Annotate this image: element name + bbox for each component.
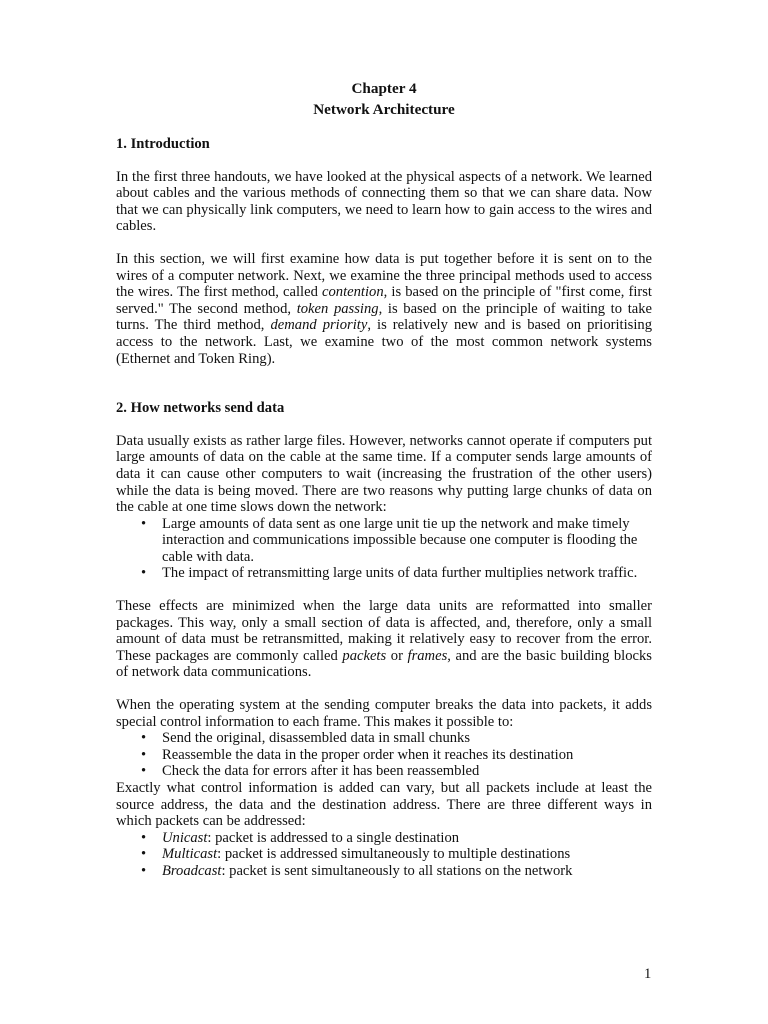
send-paragraph-2 bbox=[116, 598, 652, 681]
term-multicast: Multicast bbox=[162, 846, 218, 863]
send-paragraph-1: Data usually exists as rather large files. However, networks cannot operate if computers put large amounts of data on the cable at the same time. If a computer sends large amounts of data it can cause other computers to wait (increasing the frustration of the other users) while the data is being moved. There are two reasons why putting large chunks of data on the cable at one time slows down the network: bbox=[116, 432, 652, 516]
chapter-title bbox=[116, 78, 652, 120]
list-item bbox=[116, 747, 652, 764]
chapter-name: Network Architecture bbox=[313, 101, 455, 118]
send-paragraph-4: Exactly what control information is added can vary, but all packets include at least the source address, the data and the destination address. There are three different ways in which packets can be addressed: bbox=[116, 780, 652, 830]
bullet-icon: • bbox=[141, 846, 147, 863]
term-unicast: Unicast bbox=[162, 829, 208, 846]
page-number: 1 bbox=[644, 966, 652, 982]
term-contention: contention bbox=[322, 284, 384, 301]
list-item-text: : packet is addressed simultaneously to multiple destinations bbox=[217, 846, 571, 863]
bullet-icon: • bbox=[141, 730, 147, 747]
intro-paragraph-2 bbox=[116, 251, 652, 367]
list-item-text: Reassemble the data in the proper order when it reaches its destination bbox=[162, 746, 574, 763]
section-heading-how-networks-send-data: 2. How networks send data bbox=[116, 400, 285, 417]
text-run: In this section, we will first examine how data is put together before it is sent on to the wires of a computer network. Next, we examine the three principal methods used to access the wires. The first method, called bbox=[116, 250, 652, 301]
list-item bbox=[116, 730, 652, 747]
addressing-list bbox=[116, 830, 652, 880]
list-item bbox=[116, 763, 652, 780]
term-packets: packets bbox=[342, 647, 387, 664]
bullet-icon: • bbox=[141, 763, 147, 780]
bullet-icon: • bbox=[141, 515, 147, 532]
text-run: , is based on the principle of "first come, first served." The second method, bbox=[116, 284, 652, 317]
list-item bbox=[116, 565, 652, 582]
list-item-text: Large amounts of data sent as one large unit tie up the network and make timely interaction and communications impossible because one computer is flooding the cable with data. bbox=[162, 515, 638, 565]
list-item bbox=[116, 516, 652, 566]
list-item-text: Check the data for errors after it has been reassembled bbox=[162, 763, 480, 780]
bullet-icon: • bbox=[141, 829, 147, 846]
document-page bbox=[116, 78, 652, 880]
term-demand-priority: demand priority bbox=[270, 317, 368, 334]
text-run: , is based on the principle of waiting to take turns. The third method, bbox=[116, 300, 652, 334]
text-run: , and are the basic building blocks of network data communications. bbox=[116, 647, 652, 681]
list-item-text: : packet is sent simultaneously to all stations on the network bbox=[221, 862, 573, 879]
list-item-text: : packet is addressed to a single destination bbox=[207, 829, 460, 846]
list-item bbox=[116, 846, 652, 863]
chapter-number: Chapter 4 bbox=[351, 80, 417, 97]
list-item bbox=[116, 830, 652, 847]
list-item bbox=[116, 863, 652, 880]
list-item-text: The impact of retransmitting large units of data further multiplies network traffic. bbox=[162, 565, 638, 582]
send-paragraph-3: When the operating system at the sending computer breaks the data into packets, it adds special control information to each frame. This makes it possible to: bbox=[116, 697, 652, 730]
text-run: These effects are minimized when the large data units are reformatted into smaller packages. This way, only a small section of data is affected, and, therefore, only a small amount of data must be retransmitted, making it relatively easy to recover from the error. These packages are commonly called bbox=[116, 598, 652, 664]
term-frames: frames bbox=[407, 647, 448, 664]
bullet-icon: • bbox=[141, 565, 147, 582]
section-heading-introduction: 1. Introduction bbox=[116, 136, 210, 152]
reasons-list bbox=[116, 516, 652, 582]
text-run: , is relatively new and is based on prioritising access to the network. Last, we examine two of the most common network systems (Ethernet and Token Ring). bbox=[116, 317, 652, 367]
term-broadcast: Broadcast bbox=[162, 862, 222, 879]
intro-paragraph-1: In the first three handouts, we have looked at the physical aspects of a network. We learned about cables and the various methods of connecting them so that we can share data. Now that we can physically link computers, we need to learn how to gain access to the wires and cables. bbox=[116, 168, 652, 235]
text-run: or bbox=[386, 647, 408, 664]
list-item-text: Send the original, disassembled data in small chunks bbox=[162, 730, 471, 747]
bullet-icon: • bbox=[141, 746, 147, 763]
control-info-list bbox=[116, 730, 652, 780]
bullet-icon: • bbox=[141, 862, 147, 879]
term-token-passing: token passing bbox=[296, 300, 379, 317]
